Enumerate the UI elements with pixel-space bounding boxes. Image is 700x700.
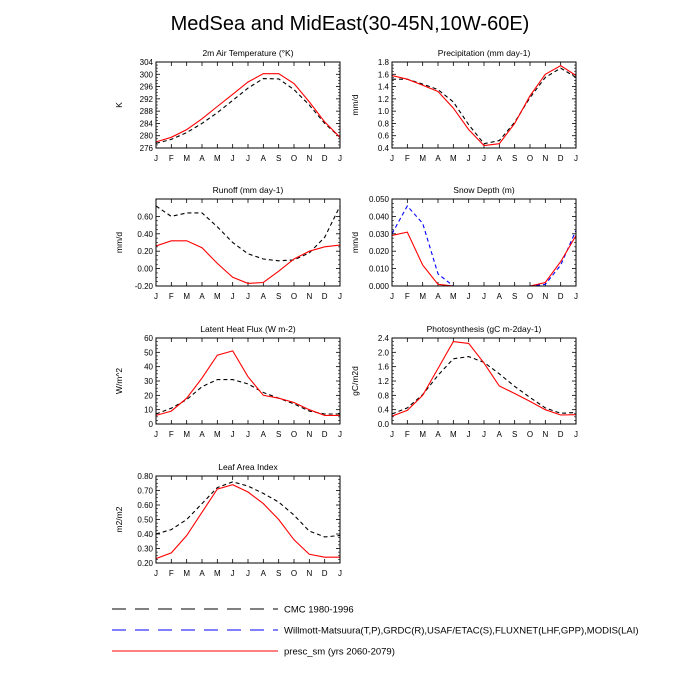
x-tick-label: A (496, 430, 503, 439)
y-tick-label: 2.4 (377, 334, 389, 343)
x-tick-label: A (496, 292, 503, 301)
y-tick-label: 1.8 (377, 58, 389, 67)
y-tick-label: 0 (148, 420, 153, 429)
y-axis-label: W/m^2 (114, 367, 124, 395)
y-tick-label: 0.010 (368, 264, 389, 274)
x-tick-label: A (496, 154, 503, 163)
x-tick-label: J (230, 430, 235, 439)
x-tick-label: J (246, 430, 250, 439)
y-tick-label: 0.80 (137, 472, 153, 481)
x-tick-label: N (306, 569, 313, 578)
y-axis-label: m2/m2 (114, 506, 124, 533)
x-tick-label: M (449, 154, 457, 163)
y-tick-label: 0.00 (137, 264, 153, 274)
x-tick-label: S (511, 430, 518, 439)
y-tick-label: 1.6 (377, 362, 389, 372)
x-tick-label: M (183, 154, 191, 163)
y-tick-label: 0.040 (368, 212, 389, 222)
y-tick-label: 0.8 (377, 391, 389, 401)
x-tick-label: J (246, 292, 250, 301)
y-tick-label: -0.20 (134, 282, 153, 291)
y-tick-label: 1.2 (377, 94, 389, 104)
x-tick-label: J (574, 292, 578, 301)
x-tick-label: F (168, 292, 174, 301)
x-tick-label: F (404, 154, 410, 163)
y-tick-label: 2.0 (377, 348, 389, 358)
x-tick-label: J (246, 154, 250, 163)
x-tick-label: S (275, 430, 282, 439)
x-tick-label: J (482, 154, 486, 163)
x-tick-label: O (290, 430, 298, 439)
x-tick-label: J (466, 292, 471, 301)
x-tick-label: M (183, 430, 191, 439)
x-tick-label: F (168, 430, 174, 439)
x-tick-label: O (290, 154, 298, 163)
x-tick-label: J (390, 154, 394, 163)
x-tick-label: O (526, 430, 534, 439)
y-tick-label: 0.20 (137, 247, 153, 257)
x-tick-label: M (213, 569, 221, 578)
series-line-1 (392, 232, 576, 286)
panel-title: Snow Depth (m) (453, 185, 515, 195)
x-tick-label: J (154, 430, 158, 439)
legend-label-0: CMC 1980-1996 (284, 604, 354, 616)
y-tick-label: 292 (139, 94, 153, 104)
series-line-0 (392, 68, 576, 144)
y-tick-label: 1.0 (377, 107, 389, 117)
y-tick-label: 0.6 (377, 131, 389, 141)
panel-title: Leaf Area Index (218, 462, 278, 472)
x-tick-label: N (542, 430, 549, 439)
plot-frame (156, 62, 340, 148)
y-tick-label: 50 (144, 348, 153, 358)
legend (112, 605, 639, 658)
x-tick-label: J (574, 154, 578, 163)
x-tick-label: D (557, 430, 564, 439)
x-tick-label: S (275, 569, 282, 578)
x-tick-label: J (482, 292, 486, 301)
panel-title: Latent Heat Flux (W m-2) (200, 324, 296, 334)
panel-title: Runoff (mm day-1) (212, 185, 284, 195)
x-tick-label: D (321, 569, 328, 578)
x-tick-label: A (260, 569, 267, 578)
x-tick-label: N (542, 292, 549, 301)
x-tick-label: D (321, 154, 328, 163)
y-tick-label: 60 (144, 334, 153, 343)
x-tick-label: O (526, 154, 534, 163)
x-tick-label: M (419, 292, 427, 301)
chart-panel-6 (114, 462, 342, 578)
chart-panel-1 (350, 48, 578, 163)
y-tick-label: 0.020 (368, 247, 389, 257)
x-tick-label: D (557, 292, 564, 301)
x-tick-label: J (230, 154, 235, 163)
y-axis-label: mm/d (350, 231, 360, 254)
series-line-0 (392, 357, 576, 414)
y-tick-label: 10 (144, 405, 153, 415)
x-tick-label: N (306, 292, 313, 301)
legend-label-2: presc_sm (yrs 2060-2079) (284, 646, 395, 658)
y-tick-label: 0.030 (368, 229, 389, 239)
x-tick-label: M (449, 292, 457, 301)
y-tick-label: 0.40 (137, 530, 153, 539)
x-tick-label: M (213, 154, 221, 163)
plot-frame (392, 199, 576, 286)
figure-title: MedSea and MidEast(30-45N,10W-60E) (170, 13, 530, 35)
x-tick-label: O (290, 292, 298, 301)
y-tick-label: 288 (139, 107, 153, 117)
x-tick-label: J (246, 569, 250, 578)
x-tick-label: A (260, 154, 267, 163)
x-tick-label: O (526, 292, 534, 301)
x-tick-label: J (230, 292, 235, 301)
y-tick-label: 0.8 (377, 119, 389, 129)
x-tick-label: J (154, 569, 158, 578)
y-axis-label: mm/d (350, 94, 360, 116)
x-tick-label: M (449, 430, 457, 439)
x-tick-label: A (199, 569, 205, 578)
x-tick-label: M (419, 154, 427, 163)
panel-title: 2m Air Temperature (°K) (202, 48, 294, 58)
y-tick-label: 0.50 (137, 515, 153, 525)
x-tick-label: J (390, 292, 394, 301)
y-tick-label: 0.000 (368, 282, 389, 291)
y-axis-label: K (114, 102, 124, 108)
y-tick-label: 0.60 (137, 501, 153, 510)
panel-title: Precipitation (mm day-1) (437, 48, 531, 58)
y-tick-label: 1.4 (377, 82, 389, 92)
x-tick-label: J (338, 154, 342, 163)
panel-title: Photosynthesis (gC m-2day-1) (426, 324, 542, 334)
x-tick-label: A (199, 430, 205, 439)
x-tick-label: A (199, 154, 205, 163)
y-tick-label: 296 (139, 82, 153, 92)
x-tick-label: D (321, 292, 328, 301)
panels (114, 48, 578, 578)
x-tick-label: J (574, 430, 578, 439)
chart-panel-3 (350, 185, 578, 301)
y-tick-label: 0.20 (137, 559, 153, 568)
y-axis-label: gC/m2d (350, 366, 360, 396)
series-line-0 (156, 380, 340, 414)
x-tick-label: N (306, 154, 313, 163)
y-tick-label: 20 (144, 391, 153, 401)
y-tick-label: 1.6 (377, 70, 389, 80)
y-tick-label: 0.050 (368, 195, 389, 204)
x-tick-label: F (168, 569, 174, 578)
series-line-0 (156, 482, 340, 537)
series-line-1 (392, 66, 576, 146)
y-tick-label: 0.40 (137, 229, 153, 239)
x-tick-label: J (466, 154, 471, 163)
series-line-1 (156, 241, 340, 284)
x-tick-label: J (390, 430, 394, 439)
y-tick-label: 0.70 (137, 486, 153, 496)
x-tick-label: J (154, 292, 158, 301)
x-tick-label: S (511, 292, 518, 301)
x-tick-label: S (511, 154, 518, 163)
y-tick-label: 280 (139, 131, 153, 141)
x-tick-label: J (482, 430, 486, 439)
x-tick-label: A (435, 430, 441, 439)
x-tick-label: O (290, 569, 298, 578)
y-tick-label: 276 (139, 144, 153, 153)
x-tick-label: S (275, 154, 282, 163)
series-line-0 (156, 206, 340, 261)
x-tick-label: F (404, 292, 410, 301)
x-tick-label: F (404, 430, 410, 439)
x-tick-label: J (154, 154, 158, 163)
x-tick-label: N (306, 430, 313, 439)
series-line-0 (156, 79, 340, 144)
x-tick-label: J (338, 430, 342, 439)
chart-panel-0 (114, 48, 342, 163)
y-tick-label: 0.4 (377, 405, 389, 415)
y-tick-label: 284 (139, 119, 153, 129)
chart-panel-2 (114, 185, 342, 301)
x-tick-label: M (183, 292, 191, 301)
x-tick-label: M (183, 569, 191, 578)
plot-frame (156, 199, 340, 286)
x-tick-label: F (168, 154, 174, 163)
series-line-1 (156, 351, 340, 416)
y-tick-label: 40 (144, 362, 153, 372)
series-line-1 (392, 342, 576, 417)
y-tick-label: 30 (144, 377, 153, 386)
x-tick-label: J (338, 569, 342, 578)
x-tick-label: A (260, 430, 267, 439)
x-tick-label: S (275, 292, 282, 301)
y-tick-label: 0.60 (137, 212, 153, 222)
x-tick-label: D (321, 430, 328, 439)
legend-label-1: Willmott-Matsuura(T,P),GRDC(R),USAF/ETAC(S),FLUXNET(LHF,GPP),MODIS(LAI) (284, 625, 639, 637)
plot-frame (156, 476, 340, 563)
x-tick-label: J (466, 430, 471, 439)
series-line-1 (156, 74, 340, 142)
x-tick-label: M (213, 292, 221, 301)
y-tick-label: 1.2 (377, 377, 389, 386)
y-tick-label: 0.0 (377, 420, 389, 429)
y-tick-label: 0.30 (137, 544, 153, 554)
x-tick-label: M (213, 430, 221, 439)
y-tick-label: 304 (139, 58, 153, 67)
x-tick-label: J (338, 292, 342, 301)
x-tick-label: M (419, 430, 427, 439)
y-tick-label: 300 (139, 70, 153, 80)
x-tick-label: J (230, 569, 235, 578)
x-tick-label: A (260, 292, 267, 301)
x-tick-label: A (435, 154, 441, 163)
series-line-0 (392, 206, 576, 286)
y-tick-label: 0.4 (377, 144, 389, 153)
x-tick-label: N (542, 154, 549, 163)
x-tick-label: A (199, 292, 205, 301)
x-tick-label: D (557, 154, 564, 163)
y-axis-label: mm/d (114, 231, 124, 254)
x-tick-label: A (435, 292, 441, 301)
chart-panel-5 (350, 324, 578, 439)
chart-panel-4 (114, 324, 342, 439)
